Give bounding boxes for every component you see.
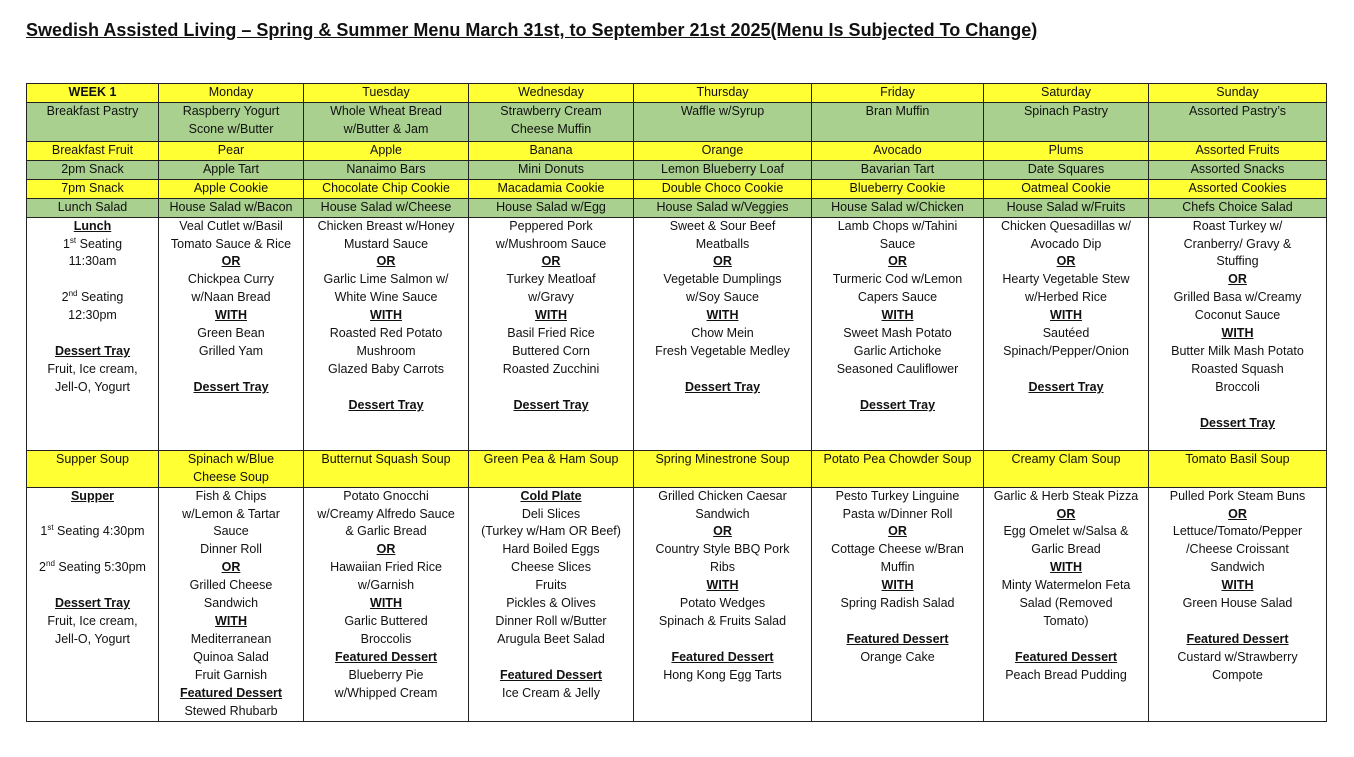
menu-line: Mediterranean [190,631,272,646]
lunch-cell-thursday [634,217,812,450]
menu-line: Blueberry Pie [348,667,424,682]
menu-line: Turkey Meatloaf [506,272,596,287]
menu-heading: OR [221,560,241,575]
menu-line: Basil Fried Rice [507,326,595,341]
menu-cell: Bran Muffin [812,102,984,141]
menu-line: Grilled Basa w/Creamy [1173,290,1302,305]
supper-cell-tuesday [304,487,469,721]
menu-cell: Bavarian Tart [812,160,984,179]
lunch-dessert-heading: Dessert Tray [54,343,131,358]
menu-line: Sweet Mash Potato [843,326,952,341]
menu-heading: Featured Dessert [671,649,774,664]
supper-cell-thursday [634,487,812,721]
week-label: WEEK 1 [27,84,159,103]
menu-line [814,613,981,631]
menu-heading: OR [541,254,561,269]
menu-heading: WITH [1221,326,1254,341]
lunch-cell-wednesday [469,217,634,450]
menu-line: Buttered Corn [512,343,590,358]
menu-heading: Dessert Tray [1199,415,1276,430]
supper-seating-2: 2nd Seating 5:30pm [39,559,146,575]
menu-heading: Featured Dessert [499,667,603,682]
menu-heading: Featured Dessert [846,631,949,646]
lunch-cell-monday [159,217,304,450]
menu-heading: Featured Dessert [179,685,283,700]
menu-heading: OR [713,254,732,269]
menu-line: Avocado Dip [1030,236,1102,251]
menu-line: Hawaiian Fried Rice [330,560,442,575]
menu-line: Meatballs [695,236,750,251]
menu-line: Mushroom [356,343,416,358]
menu-cell: House Salad w/Cheese [304,198,469,217]
menu-line: Orange Cake [860,649,935,664]
menu-line: Stuffing [1216,254,1259,269]
lunch-seating-1: 1st Seating [62,235,123,251]
menu-line: Sandwich [203,596,259,611]
menu-line: w/Herbed Rice [1025,290,1107,305]
menu-line: Dinner Roll [200,542,262,557]
menu-line: w/Gravy [528,290,574,305]
menu-cell: House Salad w/Bacon [159,198,304,217]
menu-heading: WITH [881,308,914,323]
menu-line: Roasted Zucchini [502,361,600,376]
row-label: Lunch Salad [27,198,159,217]
supper-cell-monday [159,487,304,721]
menu-heading: OR [888,524,907,539]
menu-line: Peach Bread Pudding [1005,667,1127,682]
menu-heading: WITH [535,308,567,323]
menu-cell: Date Squares [984,160,1149,179]
menu-cell: Double Choco Cookie [634,179,812,198]
menu-cell: Nanaimo Bars [304,160,469,179]
menu-line: Broccoli [1215,379,1260,394]
menu-cell: Mini Donuts [469,160,634,179]
menu-line: w/Lemon & Tartar [182,506,280,521]
lunch-cell-saturday [984,217,1149,450]
menu-line: w/Garnish [357,578,415,593]
menu-line: Pasta w/Dinner Roll [842,506,953,521]
menu-line: Green House Salad [1182,596,1293,611]
menu-heading: OR [221,254,241,269]
row-label: 2pm Snack [27,160,159,179]
menu-heading: Dessert Tray [193,379,269,394]
menu-cell: Pear [159,141,304,160]
supper-label-cell: Supper 1st Seating 4:30pm 2nd Seating 5:30pm Dessert Tray Fruit, Ice cream, Jell-O, Yogurt [27,487,159,721]
menu-cell: Raspberry Yogurt Scone w/Butter [159,102,304,141]
day-monday: Monday [159,84,304,103]
breakfast-pastry-row [27,102,1327,141]
menu-line: Veal Cutlet w/Basil [179,218,283,233]
menu-line: Country Style BBQ Pork [655,542,790,557]
menu-line: Mustard Sauce [343,236,429,251]
menu-line: Quinoa Salad [193,649,269,664]
menu-line: Chicken Quesadillas w/ [1001,218,1131,233]
menu-line: Roast Turkey w/ [1192,218,1283,233]
menu-line: Hard Boiled Eggs [502,542,600,557]
menu-cell: Orange [634,141,812,160]
breakfast-fruit-row [27,141,1327,160]
menu-line: Custard w/Strawberry [1177,649,1298,664]
lunch-label-cell: Lunch 1st Seating 11:30am 2nd Seating 12:30pm Dessert Tray Fruit, Ice cream, Jell-O, Yogurt [27,217,159,450]
header-row [27,84,1327,103]
menu-line: Chicken Breast w/Honey [317,218,455,233]
menu-heading: WITH [706,578,739,593]
lunch-cell-tuesday [304,217,469,450]
menu-line: Cranberry/ Gravy & [1183,236,1292,251]
menu-line: Tomato) [1043,613,1089,628]
menu-line: Fruits [535,578,567,593]
menu-line: Roasted Red Potato [329,326,443,341]
menu-heading: OR [1056,506,1076,521]
menu-cell: Oatmeal Cookie [984,179,1149,198]
supper-cell-wednesday [469,487,634,721]
snack-7pm-row [27,179,1327,198]
lunch-row [27,217,1327,450]
menu-line: Egg Omelet w/Salsa & [1003,524,1129,539]
lunch-salad-row [27,198,1327,217]
menu-line: Dinner Roll w/Butter [495,613,607,628]
menu-line: Spinach & Fruits Salad [658,613,787,628]
menu-line: Arugula Beet Salad [497,631,605,646]
day-thursday: Thursday [634,84,812,103]
supper-seating-1: 1st Seating 4:30pm [40,523,145,539]
menu-heading: Dessert Tray [513,397,589,412]
menu-line: Ribs [709,560,735,575]
menu-cell: Blueberry Cookie [812,179,984,198]
menu-line: Roasted Squash [1191,361,1284,376]
menu-cell: Macadamia Cookie [469,179,634,198]
menu-line: Fruit Garnish [194,667,268,682]
menu-line: Garlic Buttered [344,613,428,628]
menu-heading: WITH [881,578,914,593]
menu-line: Capers Sauce [857,290,938,305]
row-label: Breakfast Pastry [27,102,159,141]
menu-cell: House Salad w/Veggies [634,198,812,217]
menu-line: /Cheese Croissant [1186,542,1289,557]
menu-line [636,631,809,649]
menu-cell: Strawberry Cream Cheese Muffin [469,102,634,141]
menu-heading: WITH [370,308,402,323]
menu-line: Grilled Yam [198,343,264,358]
menu-heading: OR [1228,272,1247,287]
row-label: 7pm Snack [27,179,159,198]
menu-line: Sauce [879,236,916,251]
menu-line: Hearty Vegetable Stew [1002,272,1130,287]
menu-line: Muffin [880,560,915,575]
menu-line: Chow Mein [691,326,754,341]
menu-line [1151,613,1324,631]
menu-line: Lamb Chops w/Tahini [837,218,958,233]
menu-heading: OR [1228,506,1247,521]
menu-heading: WITH [1050,308,1082,323]
menu-cell: Apple Tart [159,160,304,179]
menu-heading: WITH [1221,578,1254,593]
menu-cell: Spinach w/Blue Cheese Soup [159,450,304,487]
menu-line: Broccolis [360,631,412,646]
menu-line: Pulled Pork Steam Buns [1169,488,1306,503]
menu-heading: Dessert Tray [348,397,424,412]
supper-cell-sunday [1149,487,1327,721]
snack-2pm-row [27,160,1327,179]
menu-cell: Chocolate Chip Cookie [304,179,469,198]
supper-cell-friday [812,487,984,721]
menu-line: w/Whipped Cream [334,685,438,700]
menu-line: Cheese Slices [511,560,591,575]
menu-line: Fish & Chips [195,488,267,503]
page-title: Swedish Assisted Living – Spring & Summer Menu March 31st, to September 21st 2025(Menu Is Subjected To Change) [26,20,1038,40]
menu-line: Salad (Removed [1019,596,1113,611]
menu-cell: House Salad w/Egg [469,198,634,217]
menu-line: Potato Wedges [679,596,766,611]
menu-cell: Banana [469,141,634,160]
menu-cell: Green Pea & Ham Soup [469,450,634,487]
menu-line: Garlic Lime Salmon w/ [323,272,449,287]
menu-line [814,379,981,397]
menu-line [306,379,466,397]
menu-cell: Lemon Blueberry Loaf [634,160,812,179]
menu-cell: Waffle w/Syrup [634,102,812,141]
menu-line [471,649,631,667]
supper-heading: Supper [70,488,115,503]
menu-line: Compote [1212,667,1263,682]
menu-line: w/Soy Sauce [686,290,759,305]
menu-heading: OR [376,542,396,557]
menu-line: Chickpea Curry [187,272,275,287]
row-label: Breakfast Fruit [27,141,159,160]
menu-line [636,361,809,379]
menu-line: Sauce [213,524,249,539]
menu-line: Fresh Vegetable Medley [655,343,790,358]
menu-cell: Apple [304,141,469,160]
menu-cell: Assorted Cookies [1149,179,1327,198]
menu-heading: Dessert Tray [684,379,761,394]
day-sunday: Sunday [1149,84,1327,103]
lunch-seating-1-time: 11:30am [68,254,117,269]
menu-heading: Dessert Tray [859,397,936,412]
lunch-seating-2: 2nd Seating [61,289,124,305]
menu-line: Minty Watermelon Feta [1001,578,1131,593]
menu-line: Cottage Cheese w/Bran [831,542,964,557]
menu-line: Vegetable Dumplings [663,272,782,287]
menu-cell: Avocado [812,141,984,160]
menu-heading: Dessert Tray [1028,379,1104,394]
menu-line: w/Mushroom Sauce [495,236,607,251]
menu-line [1151,397,1324,415]
menu-cell: Creamy Clam Soup [984,450,1149,487]
menu-cell: Assorted Pastry’s [1149,102,1327,141]
menu-line: Garlic Bread [1031,542,1101,557]
menu-line: Pesto Turkey Linguine [835,488,960,503]
menu-table [26,83,1327,722]
menu-line: Potato Gnocchi [343,488,429,503]
menu-line: w/Naan Bread [191,290,271,305]
supper-dessert-heading: Dessert Tray [54,596,131,611]
menu-heading: Featured Dessert [1014,649,1118,664]
menu-cell: Spinach Pastry [984,102,1149,141]
menu-line: Pickles & Olives [506,596,596,611]
supper-row [27,487,1327,721]
menu-heading: Featured Dessert [334,649,438,664]
day-wednesday: Wednesday [469,84,634,103]
menu-cell: Chefs Choice Salad [1149,198,1327,217]
lunch-seating-2-time: 12:30pm [68,308,117,323]
day-tuesday: Tuesday [304,84,469,103]
menu-heading: OR [888,254,907,269]
menu-line: Green Bean [197,326,265,341]
menu-cell: Tomato Basil Soup [1149,450,1327,487]
lunch-cell-sunday [1149,217,1327,450]
menu-heading: OR [1056,254,1076,269]
menu-line: w/Creamy Alfredo Sauce [317,506,455,521]
menu-line: Tomato Sauce & Rice [170,236,292,251]
menu-cell: House Salad w/Chicken [812,198,984,217]
day-saturday: Saturday [984,84,1149,103]
menu-heading: Featured Dessert [1186,631,1289,646]
menu-line: Sandwich [1210,560,1265,575]
menu-line: Sandwich [695,506,750,521]
menu-heading: OR [713,524,732,539]
menu-cell: Assorted Fruits [1149,141,1327,160]
menu-heading: WITH [1050,560,1082,575]
lunch-heading: Lunch [73,218,112,233]
menu-cell: Spring Minestrone Soup [634,450,812,487]
day-friday: Friday [812,84,984,103]
menu-line: Sautéed [1042,326,1090,341]
menu-cell: House Salad w/Fruits [984,198,1149,217]
menu-heading: WITH [706,308,739,323]
menu-heading: WITH [370,596,402,611]
menu-line [471,379,631,397]
menu-line: Garlic & Herb Steak Pizza [993,488,1139,503]
menu-line: White Wine Sauce [334,290,438,305]
menu-line: Seasoned Cauliflower [836,361,959,376]
menu-cell: Plums [984,141,1149,160]
menu-line: Lettuce/Tomato/Pepper [1172,524,1303,539]
menu-line [986,631,1146,649]
row-label: Supper Soup [27,450,159,487]
menu-cell: Assorted Snacks [1149,160,1327,179]
menu-cell: Butternut Squash Soup [304,450,469,487]
menu-heading: OR [376,254,396,269]
supper-cell-saturday [984,487,1149,721]
menu-line: Garlic Artichoke [853,343,942,358]
menu-line: Spring Radish Salad [840,596,955,611]
menu-line: Turmeric Cod w/Lemon [832,272,963,287]
lunch-cell-friday [812,217,984,450]
menu-line: Sweet & Sour Beef [669,218,776,233]
menu-heading: WITH [215,308,247,323]
menu-line: Hong Kong Egg Tarts [663,667,782,682]
menu-line: Coconut Sauce [1194,308,1281,323]
menu-line: Butter Milk Mash Potato [1171,343,1304,358]
supper-soup-row [27,450,1327,487]
menu-heading: WITH [215,613,247,628]
menu-cell: Whole Wheat Bread w/Butter & Jam [304,102,469,141]
menu-line: Spinach/Pepper/Onion [1003,343,1129,358]
menu-cell: Apple Cookie [159,179,304,198]
menu-line [161,361,301,379]
menu-line: Deli Slices [521,506,581,521]
menu-line: Glazed Baby Carrots [327,361,445,376]
menu-line: (Turkey w/Ham OR Beef) [481,524,621,539]
menu-line: Stewed Rhubarb [184,703,278,718]
menu-line: Ice Cream & Jelly [502,685,600,700]
menu-line [986,361,1146,379]
menu-line: & Garlic Bread [345,524,427,539]
menu-heading: Cold Plate [520,488,582,503]
menu-cell: Potato Pea Chowder Soup [812,450,984,487]
menu-line: Grilled Cheese [189,578,273,593]
menu-line: Peppered Pork [509,218,593,233]
menu-line: Grilled Chicken Caesar [658,488,787,503]
